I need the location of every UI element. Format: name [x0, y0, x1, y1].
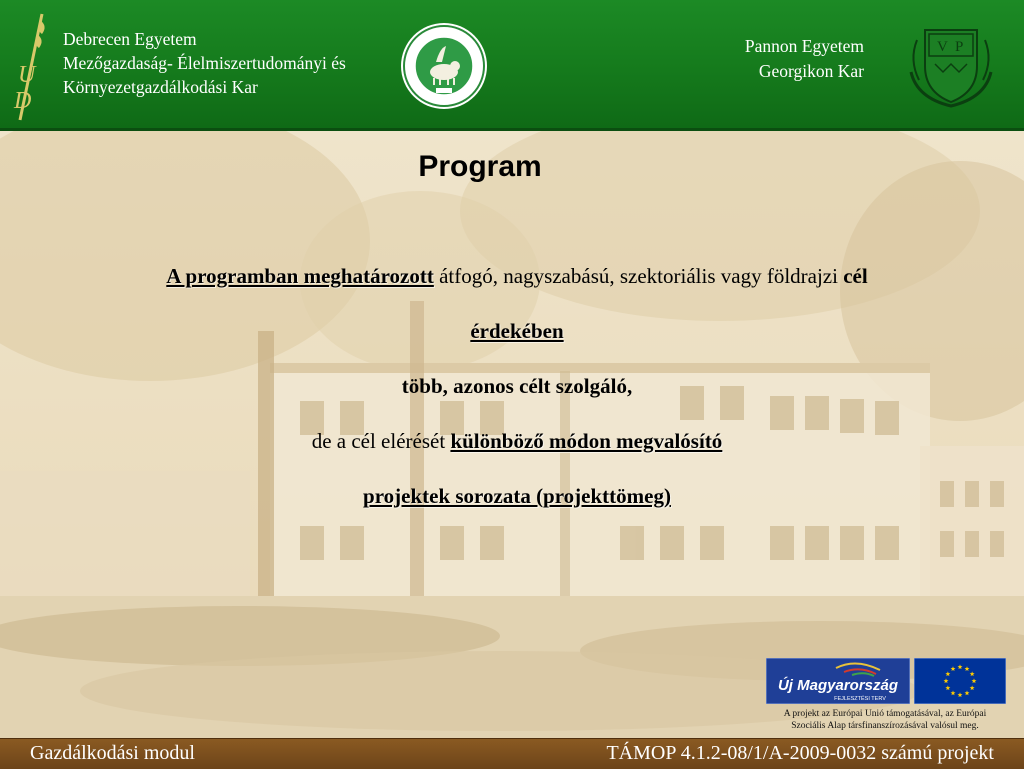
- svg-text:U: U: [18, 62, 36, 88]
- pannon-university-name: [745, 34, 864, 84]
- svg-text:D: D: [14, 88, 32, 114]
- body-line-3: több, azonos célt szolgáló,: [401, 374, 633, 398]
- body-line-1: [40, 262, 994, 290]
- header-left-line-1: Debrecen Egyetem: [63, 29, 197, 49]
- eu-flag-icon: [914, 658, 1006, 704]
- body-line-4-regular: de a cél elérését: [311, 429, 451, 453]
- header-left-line-3: Környezetgazdálkodási Kar: [63, 77, 258, 97]
- eu-funding-note: [750, 708, 1020, 732]
- header-left-line-2: Mezőgazdaság- Élelmiszertudományi és: [63, 53, 346, 73]
- eu-note-line-1: A projekt az Európai Unió támogatásával, az Európai: [783, 709, 987, 719]
- eu-note-line-2: Szociális Alap társfinanszírozásával valósul meg.: [791, 721, 979, 731]
- pannon-university-shield-logo: [905, 20, 997, 112]
- header-right-line-2: Georgikon Kar: [758, 61, 864, 81]
- footer-bar: [0, 738, 1024, 769]
- faculty-seal-logo: [400, 22, 488, 110]
- body-line-4: [40, 427, 994, 455]
- footer-module-label: Gazdálkodási modul: [30, 742, 195, 764]
- header-right-line-1: Pannon Egyetem: [744, 36, 864, 56]
- slide-body: [40, 262, 994, 537]
- uj-magyarorszag-text: Új Magyarország: [777, 677, 899, 694]
- body-line-1-bold: A programban meghatározott: [166, 264, 434, 288]
- body-line-1-regular: átfogó, nagyszabású, szektoriális vagy földrajzi: [433, 264, 844, 288]
- slide-title: Program: [418, 150, 542, 183]
- footer-project-label: TÁMOP 4.1.2-08/1/A-2009-0032 számú projekt: [606, 742, 994, 764]
- uj-magyarorszag-subtext: FEJLESZTÉSI TERV: [834, 696, 886, 702]
- svg-text:P: P: [955, 39, 964, 55]
- body-line-1-cel: cél: [843, 264, 868, 288]
- header-banner: [0, 0, 1024, 131]
- body-line-4-bold: különböző módon megvalósító: [450, 429, 723, 453]
- svg-text:V: V: [937, 39, 948, 55]
- uj-magyarorszag-logo: [766, 658, 910, 704]
- body-line-5: projektek sorozata (projekttömeg): [363, 484, 671, 508]
- university-of-debrecen-logo: [10, 12, 52, 122]
- body-line-2: érdekében: [470, 319, 564, 343]
- debrecen-university-name: [63, 27, 346, 99]
